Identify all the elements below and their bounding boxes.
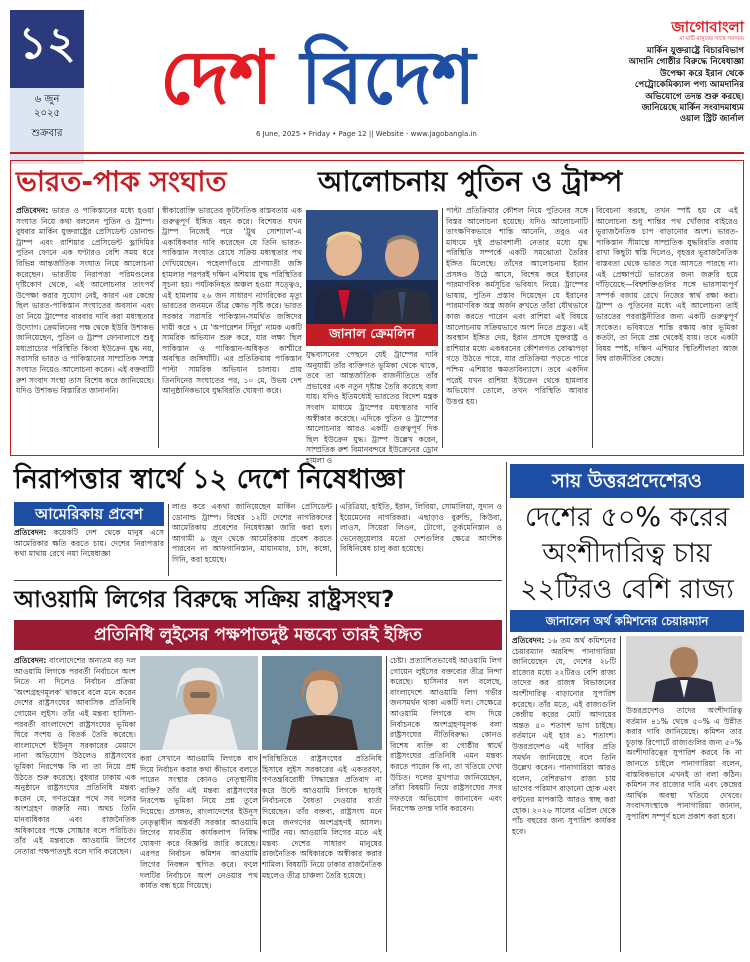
gwyn-lewis-photo xyxy=(262,656,382,750)
awami-col-3: পরিস্থিতিতে রাষ্ট্রসংঘের প্রতিনিধি হিসাবে লুইস সরকারের এই একতরফা, গণতন্ত্রবিরোধী সিদ্ধান্তের প্রতিবাদ না করে উল্টে আওয়ামি লিগকে ছাড়াই নির্বাচনকে বৈধতা দেওয়ার বার্তা দিয়েছেন। তাঁর বক্তব্য, রাষ্ট্রসংঘ মনে করে জনগণের অংশগ্রহণই আসল। পার্টির নয়। আওয়ামি লিগের মতে এই মন্তব্য দেশের সাধারণ মানুষের রাজনৈতিক অধিকারকে অস্বীকার করার শামিল। বিষয়টি নিয়ে ঢাকার রাজনৈতিক মহলেও তীব্র চাঞ্চল্য তৈরি হয়েছে। xyxy=(262,754,382,880)
jagobangla-logo: জাগোবাংলা xyxy=(671,18,744,36)
awami-col-2: করা সেখানে আওয়ামি লিগকে বাদ দিয়ে নির্বাচন করার কথা কীভাবে বলতে পারেন সংস্থার কোনও নেতৃস্থানীয় ব্যক্তি? তাঁর এই মন্তব্য রাষ্ট্রসংঘের নিরপেক্ষ ভূমিকা নিয়ে প্রশ্ন তুলে দিয়েছে। প্রসঙ্গত, বাংলাদেশের ইউনূস নেতৃত্বাধীন অন্তর্বর্তী সরকার আওয়ামি লিগের যাবতীয় কার্যকলাপ নিষিদ্ধ ঘোষণা করে বিজ্ঞপ্তি জারি করেছে। এরপর নির্বাচন কমিশন আওয়ামি লিগের নিবন্ধন স্থগিত করে। ফলে দলটির নির্বাচনে অংশ নেওয়ার পথ কার্যত বন্ধ হয়ে গিয়েছে। xyxy=(140,754,258,891)
travel-ban-col-2: লাগু করে একথা জানিয়েছেন মার্কিন প্রেসিডেন্ট ডোনাল্ড ট্রাম্প। বিশ্বের ১২টি দেশের নাগরিকদের আমেরিকায় প্রবেশের নিষেধাজ্ঞা জারি করা হল। আগামী ৯ জুন থেকে আমেরিকায় প্রবেশ করতে পারবেন না আফগানিস্তান, মায়ানমার, চাদ, কঙ্গো, গিনি, করা হয়েছে। xyxy=(172,502,332,564)
finance-subhead: জানালেন অর্থ কমিশনের চেয়ারম্যান xyxy=(510,610,744,632)
lead-kicker: ভারত-পাক সংঘাত xyxy=(16,165,227,198)
finance-headline-1: দেশের ৫০% করের xyxy=(524,502,730,533)
lead-col-4: পাল্টা প্রতিক্রিয়ার কৌশল নিয়ে পুতিনের সঙ্গে বিস্তর আলোচনা হয়েছে। যদিও আলোচনাটি তাৎক্ষণিকভাবে শান্তি আনেনি, তবুও এর মাধ্যমে দুই প্রভাবশালী নেতার মধ্যে যুদ্ধ পরিস্থিতি সম্পর্কে একটি সমঝোতা তৈরির ইঙ্গিত মিলেছে। তাঁদের আলোচনায় ইরান প্রসঙ্গও উঠে আসে, বিশেষ করে ইরানের পারমাণবিক কর্মসূচির ভবিষ্যৎ নিয়ে। ট্রাম্পের ভাষায়, পুতিন প্রস্তাব দিয়েছেন যে ইরানের পারমাণবিক অস্ত্র অর্জন রুখতে তাঁরা যৌথভাবে কাজ করতে পারেন এবং রাশিয়া এই বিষয়ে আলোচনায় সক্রিয়ভাবে অংশ নিতে প্রস্তুত। এই অবস্থান ইঙ্গিত দেয়, ইরান প্রসঙ্গে যুক্তরাষ্ট্র ও রাশিয়ার মধ্যে একধরনের কৌশলগত বোঝাপড়া গড়ে উঠতে পারে, যার প্রতিক্রিয়া পড়তে পারে পশ্চিম এশিয়ার ক্ষমতাবিন্যাসে। তবে একদিন পরেই যখন রাশিয়া ইউক্রেন থেকে হামলার অভিযোগ তোলে, তখন পরিস্থিতি আবার উত্তপ্ত হয়। xyxy=(446,206,588,406)
weekday: শুক্রবার xyxy=(31,128,63,139)
finance-headline-2: অংশীদারিত্ব চায় xyxy=(542,538,712,569)
lead-headline: আলোচনায় পুতিন ও ট্রাম্প xyxy=(318,165,623,198)
travel-ban-subhead: আমেরিকায় প্রবেশ xyxy=(14,502,164,526)
date-year: ২০২৫ xyxy=(34,108,60,119)
lead-col-1: প্রতিবেদন: ভারত ও পাকিস্তানের মধ্যে হওয়া সংঘাত নিয়ে কথা বললেন পুতিন ও ট্রাম্প। বুধবার মার্কিন যুক্তরাষ্ট্রের প্রেসিডেন্ট ডোনাল্ড ট্রাম্প এবং রাশিয়ার প্রেসিডেন্ট ভ্লাদিমির পুতিন ফোনে এক ঘণ্টারও বেশি সময় ধরে বিভিন্ন আন্তর্জাতিক সংঘাত নিয়ে আলোচনা করেছেন। ভারতীয় নিরাপত্তা পরিমণ্ডলের দৃষ্টিকোণ থেকে, এই আলোচনার তাৎপর্য উপেক্ষা করার সুযোগ নেই, কারণ এর কেন্দ্রে ছিল ভারত-পাকিস্তান সংঘাতের অবসান এবং তা নিয়ে ট্রাম্পের বারবার দাবি করা মধ্যস্থতার উদ্যোগ। ক্রেমলিনের পক্ষ থেকে ইউরি উশাকভ জানিয়েছেন, পুতিন ও ট্রাম্প ফোনালাপে শুধু মধ্যপ্রাচ্যের পরিস্থিতি কিংবা ইউক্রেন যুদ্ধ নয়, সরাসরি ভারত ও পাকিস্তানের সাম্প্রতিক সশস্ত্র সংঘাত নিয়েও আলোচনা করেন। এই বক্তব্যটি রুশ সংবাদ সংস্থা তাস বিশেষ করে জানিয়েছে। যদিও উশাকভ বিস্তারিত জানাননি। xyxy=(16,206,154,396)
finance-col-2: উত্তরপ্রদেশও তাদের অংশীদারিত্ব বর্তমান ৪১% থেকে ৫০% এ উন্নীত করার দাবি জানিয়েছে। কমিশন তার চূড়ান্ত রিপোর্টে রাজ্যগুলির জন্য ৫০% অংশীদারিত্বের সুপারিশ করবে কি না জানতে চাইলে পানাগারিয়া বলেন, বাস্তবিকভাবে এখনই তা বলা কঠিন। কমিশন সব রাজ্যের দাবি এবং কেন্দ্রের আর্থিক অবস্থা খতিয়ে দেখবে। সংবাদসংস্থাকে পানাগারিয়া জানান, সুপারিশ সম্পূর্ণ হলে প্রকাশ করা হবে। xyxy=(626,706,742,821)
sheikh-hasina-photo xyxy=(140,656,258,750)
date-day: ৬ জুন xyxy=(34,94,60,105)
masthead-title-part2: বিদেশ xyxy=(300,35,476,121)
masthead-rule xyxy=(10,152,744,154)
masthead-title xyxy=(160,30,580,126)
page-number: ১২ xyxy=(18,18,76,69)
travel-ban-headline: নিরাপত্তার স্বার্থে ১২ দেশে নিষেধাজ্ঞা xyxy=(14,464,405,495)
teaser: মার্কিন যুক্তরাষ্ট্রে বিচারবিভাগ আদানি গোষ্ঠীর বিরুদ্ধে নিষেধাজ্ঞা উপেক্ষা করে ইরান থেকে পেট্রোকেমিক্যাল পণ্য আমদানির অভিযোগে তদন্ত শুরু করছে। জানিয়েছে মার্কিন সংবাদমাধ্যম ওয়াল স্ট্রিট জার্নাল xyxy=(628,46,744,125)
lead-col-2: স্বীকারোক্তি ভারতের কূটনৈতিক বাস্তবতায় এক গুরুত্বপূর্ণ ইঙ্গিত বহন করে। বিশেষত যখন ট্রাম্প নিজেই পরে 'ট্রুথ সোশ্যাল'-এ একাধিকবার দাবি করেছেন যে তিনি ভারত-পাকিস্তান সংঘাত রোধে সক্রিয় মধ্যস্থতার পথ দেখিয়েছেন। পহেলগাঁওয়ে প্রাণঘাতী জঙ্গি হামলার পরপরই দক্ষিণ এশিয়ায় যুদ্ধ পরিস্থিতির সূচনা হয়। পর্যটকনিহত অঞ্চল হওয়া সত্ত্বেও, এই হামলায় ২৬ জন সাধারণ নাগরিকের মৃত্যু ভারতের জনমনে তীব্র ক্ষোভ সৃষ্টি করে। ভারত সরকার সরাসরি পাকিস্তান-সমর্থিত জঙ্গিদের দায়ী করে ৭ মে 'অপারেশন সিঁদুর' নামক একটি সামরিক অভিযান শুরু করে, যার লক্ষ্য ছিল পাকিস্তান ও পাকিস্তান-অধিকৃত কাশ্মীরে অবস্থিত জঙ্গিঘাঁটি। এর প্রতিক্রিয়ায় পাকিস্তান পাল্টা সামরিক অভিযান চালায়। প্রায় তিনদিনের সংঘাতের পর, ১০ মে, উভয় দেশ আনুষ্ঠানিকভাবে যুদ্ধবিরতি ঘোষণা করে। xyxy=(162,206,302,396)
lead-photo-caption: জানাল ক্রেমলিন xyxy=(306,324,438,346)
travel-ban-col-3: এরিত্রিয়া, হাইতি, ইরান, লিবিয়া, সোমালিয়া, সুদান ও ইয়েমেনের নাগরিকরা। এছাড়াও বুরুন্ডি, কিউবা, লাওস, সিয়েরা লিওন, টোগো, তুর্কমেনিস্তান ও ভেনেজুয়েলার মতো দেশগুলির ক্ষেত্রে আংশিক বিধিনিষেধ চালু করা হয়েছে। xyxy=(340,502,502,554)
logo-tagline: মা মাটি মানুষের সাথে সবসময় xyxy=(679,36,744,42)
finance-col-1: প্রতিবেদন: ১৬ তম অর্থ কমিশনের চেয়ারম্যান অরবিন্দ পানাগারিয়া জানিয়েছেন যে, দেশের ২৮টি রাজ্যের মধ্যে ২২টিরও বেশি রাজ্য তাদের কর রাজস্ব বিভাজনের অংশীদারিত্ব বাড়ানোর সুপারিশ করেছে। তাঁর মতে, এই রাজ্যগুলি কেন্দ্রীয় করের মোট আদায়ের অন্তত ৫০ শতাংশ ভাগ চাইছে। বর্তমানে এই হার ৪১ শতাংশ। উত্তরপ্রদেশও এই দাবির প্রতি সমর্থন জানিয়েছে বলে তিনি উল্লেখ করেন। পানাগারিয়া আরও বলেন, বেশিরভাগ রাজ্য চায় ভাগের পরিমাণ বাড়ানো হোক এবং বণ্টনের মাপকাঠি আরও স্বচ্ছ করা হোক। ২০২৬ সালের এপ্রিল থেকে পাঁচ বছরের জন্য সুপারিশ কার্যকর হবে। xyxy=(512,636,616,836)
lead-col-5: বিবেচনা করছে, তখন স্পষ্ট হয় যে এই আলোচনা শুধু শান্তির পথ খোঁজার বাইরেও ভূরাজনৈতিক চাপ বাড়ানোর অংশ। ভারত-পাকিস্তান সীমান্তে সাম্প্রতিক যুদ্ধবিরতি বজায় রাখা কিছুটা স্বস্তি দিলেও, বৃহত্তর ভূরাজনৈতিক বাস্তবতা থেকে ভারত সরে আসতে পারছে না। এই প্রেক্ষাপটে ভারতের জন্য জরুরি হয়ে দাঁড়িয়েছে—বিশ্বশক্তিগুলির সঙ্গে ভারসাম্যপূর্ণ সম্পর্ক বজায় রেখে নিজের স্বার্থ রক্ষা করা। ট্রাম্প ও পুতিনের মধ্যে এই আলোচনা তাই ভারতের পররাষ্ট্রনীতির জন্য একটি গুরুত্বপূর্ণ সংকেত। ভবিষ্যতে শান্তি রক্ষায় কার ভূমিকা কতটা, তা নিয়ে প্রশ্ন থেকেই যায়। তবে একটা বিষয় স্পষ্ট, দক্ষিণ এশিয়ার স্থিতিশীলতা আজ বিশ্ব রাজনীতির কেন্দ্রে। xyxy=(596,206,738,364)
awami-subhead: প্রতিনিধি লুইসের পক্ষপাতদুষ্ট মন্তব্যে তারই ইঙ্গিত xyxy=(14,620,502,650)
finance-kicker: সায় উত্তরপ্রদেশেরও xyxy=(510,464,744,498)
lead-col-3: যুদ্ধবাসনের পেছনে যেই ট্রাম্পের দাবি অনুযায়ী তাঁর ব্যক্তিগত ভূমিকা থেকে থাকে, তবে তা আন্তর্জাতিক রাজনীতিতে তাঁর প্রভাবের এক নতুন দৃষ্টান্ত তৈরি করেছে বলা যায়। যদিও ইতিমধ্যেই ভারতের বিদেশ মন্ত্রক সংবাদ মাধ্যমে ট্রাম্পের মধ্যস্থতার দাবি অস্বীকার করেছে। এদিকে পুতিন ও ট্রাম্পের আলোচনার আরও একটি গুরুত্বপূর্ণ দিক ছিল ইউক্রেন যুদ্ধ। ট্রাম্প উল্লেখ করেন, সাম্প্রতিক রুশ বিমানবন্দরে ইউক্রেনের ড্রোন হামলা ও xyxy=(306,350,438,465)
panagariya-photo xyxy=(626,636,742,702)
masthead-title-part1: দেশ xyxy=(160,35,273,121)
awami-col-1: প্রতিবেদন: বাংলাদেশের অন্যতম বড় দল আওয়ামি লিগকে পরবর্তী নির্বাচনে অংশ নিতে না দিলেও নির্বাচন প্রক্রিয়া 'অংশগ্রহণমূলক' থাকবে বলে মনে করেন দেশের রাষ্ট্রসংঘের আবাসিক প্রতিনিধি গোয়েন লুইস। তাঁর এই মন্তব্য হাসিনা-পরবর্তী বাংলাদেশে রাষ্ট্রসংঘের ভূমিকা ঘিরে সংশয় ও বিতর্ক তৈরি করেছে। বাংলাদেশে ইউনূস সরকারের মেয়াদে নানা অভিযোগ উঠলেও রাষ্ট্রসংঘের ভূমিকা নিরপেক্ষ কি না তা নিয়ে প্রশ্ন উঠতে শুরু করেছে। বুধবার ঢাকায় এক অনুষ্ঠানে রাষ্ট্রসংঘের প্রতিনিধি মন্তব্য করেন যে, গণতন্ত্রের পথে সব দলের অংশগ্রহণ জরুরি নয়। অথচ তিনি মানবাধিকার এবং রাজনৈতিক অধিকারের পক্ষে সোচ্চার বলে পরিচিত। তাঁর এই মন্তব্যকে আওয়ামি লিগের নেতারা পক্ষপাতদুষ্ট বলে দাবি করেছেন। xyxy=(14,656,136,856)
finance-headline-3: ২২টিরও বেশি রাজ্য xyxy=(520,574,734,605)
awami-col-4: চেষ্টা। প্রত্যাশিতভাবেই আওয়ামি লিগ গোয়েন লুইসের বক্তব্যের তীব্র নিন্দা করেছে। হাসিনার দল বলেছে, বাংলাদেশে আওয়ামি লিগ গভীর জনসমর্থন থাকা একটি দল। সেক্ষেত্রে আওয়ামি লিগকে বাদ দিয়ে নির্বাচনকে অংশগ্রহণমূলক বলা রাষ্ট্রসংঘের নীতিবিরুদ্ধ। কোনও বিশেষ ব্যক্তি বা গোষ্ঠীর স্বার্থে রাষ্ট্রসংঘের প্রতিনিধি এমন মন্তব্য করতে পারেন কি না, তা খতিয়ে দেখা উচিত। দলের মুখপাত্র জানিয়েছেন, তাঁরা বিষয়টি নিয়ে রাষ্ট্রসংঘের সদর দফতরে অভিযোগ জানাবেন এবং নিরপেক্ষ তদন্ত দাবি করবেন। xyxy=(390,656,502,814)
dateline: 6 June, 2025 • Friday • Page 12 || Website - www.jagobangla.in xyxy=(256,130,477,138)
travel-ban-col-1: প্রতিবেদন: কয়েকটি দেশ থেকে মানুষ এসে আমেরিকার ক্ষতি করতে চায়। দেশের নিরাপত্তার কথা মাথায় রেখে নয়া নিষেধাজ্ঞা xyxy=(14,528,164,559)
awami-headline: আওয়ামি লিগের বিরুদ্ধে সক্রিয় রাষ্ট্রসংঘ? xyxy=(14,587,395,613)
trump-putin-photo xyxy=(306,210,438,342)
